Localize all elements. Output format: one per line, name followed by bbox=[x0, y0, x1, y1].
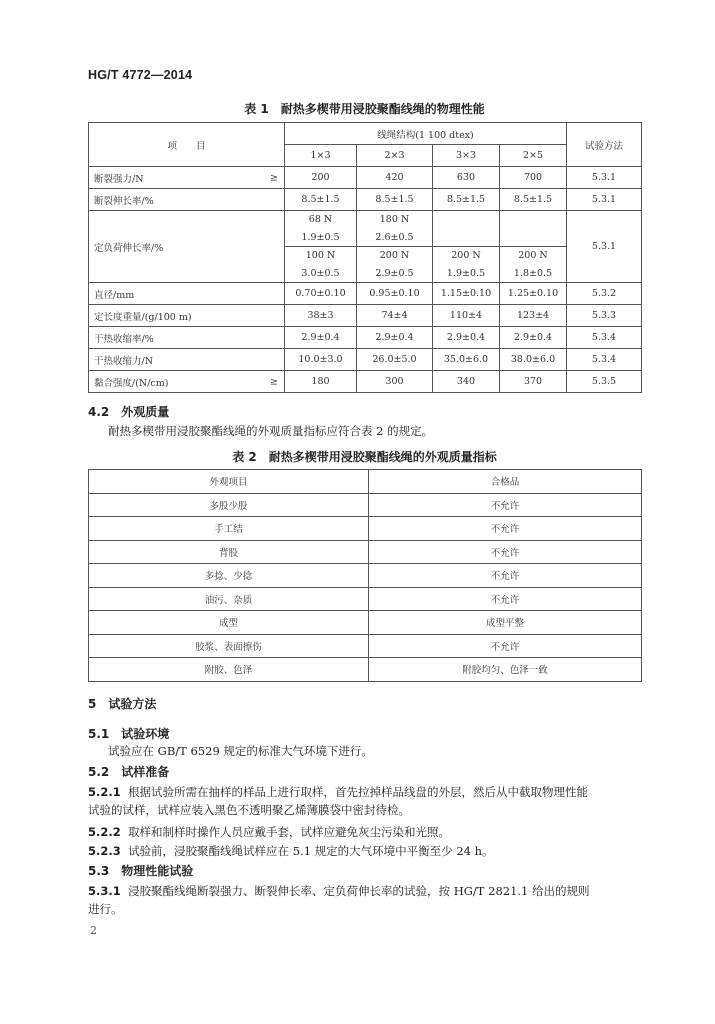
method-cell: 5.3.4 bbox=[567, 327, 642, 349]
clause-number: 5.2.3 bbox=[88, 844, 121, 858]
col-header-method: 试验方法 bbox=[567, 123, 642, 167]
cell: 180 bbox=[285, 371, 357, 393]
cell: 8.5±1.5 bbox=[433, 189, 500, 211]
section-5-2-title: 5.2 试样准备 bbox=[88, 765, 170, 779]
row-label: 干热收缩率/% bbox=[89, 327, 285, 349]
row-label: 断裂强力/N bbox=[94, 173, 144, 185]
clause-text: 取样和制样时操作人员应戴手套，试样应避免灰尘污染和光照。 bbox=[128, 825, 451, 839]
cell: 成型平整 bbox=[369, 611, 642, 635]
table-row bbox=[89, 634, 642, 658]
cell: 38.0±6.0 bbox=[500, 349, 567, 371]
gte-symbol: ≥ bbox=[270, 172, 278, 183]
table-row bbox=[89, 611, 642, 635]
cell: 油污、杂质 bbox=[89, 587, 369, 611]
cell: 200 N bbox=[500, 247, 567, 265]
cell: 68 N bbox=[285, 211, 357, 229]
section-5-2-3 bbox=[88, 842, 648, 860]
cell: 多捻、少捻 bbox=[89, 564, 369, 588]
cell: 420 bbox=[357, 167, 433, 189]
col-header-item: 项 目 bbox=[89, 123, 285, 167]
col-header-grade: 合格品 bbox=[369, 470, 642, 494]
cell: 38±3 bbox=[285, 305, 357, 327]
cell: 胶浆、表面擦伤 bbox=[89, 634, 369, 658]
cell: 35.0±6.0 bbox=[433, 349, 500, 371]
cell: 200 N bbox=[433, 247, 500, 265]
section-5-3-1 bbox=[88, 882, 648, 918]
cell bbox=[433, 211, 500, 247]
cell: 1.8±0.5 bbox=[500, 265, 567, 283]
table-row bbox=[89, 371, 642, 393]
method-cell: 5.3.1 bbox=[567, 189, 642, 211]
cell: 8.5±1.5 bbox=[357, 189, 433, 211]
section-5-2-1 bbox=[88, 783, 648, 819]
section-5-2-2 bbox=[88, 823, 648, 841]
physical-properties-table bbox=[88, 122, 642, 393]
row-label: 定长度重量/(g/100 m) bbox=[89, 305, 285, 327]
table-row bbox=[89, 540, 642, 564]
cell: 26.0±5.0 bbox=[357, 349, 433, 371]
table-row bbox=[89, 517, 642, 541]
cell: 200 N bbox=[357, 247, 433, 265]
method-cell: 5.3.1 bbox=[567, 211, 642, 283]
cell: 123±4 bbox=[500, 305, 567, 327]
cell: 370 bbox=[500, 371, 567, 393]
cell: 10.0±3.0 bbox=[285, 349, 357, 371]
table-row bbox=[89, 587, 642, 611]
table-row bbox=[89, 189, 642, 211]
cell: 180 N bbox=[357, 211, 433, 229]
section-4-2-title: 4.2 外观质量 bbox=[88, 405, 170, 419]
cell: 2.9±0.5 bbox=[357, 265, 433, 283]
section-4-2-text: 耐热多楔带用浸胶聚酯线绳的外观质量指标应符合表 2 的规定。 bbox=[108, 424, 434, 438]
cell: 8.5±1.5 bbox=[285, 189, 357, 211]
col-header-structure: 线绳结构(1 100 dtex) bbox=[285, 123, 567, 145]
cell: 100 N bbox=[285, 247, 357, 265]
cell: 630 bbox=[433, 167, 500, 189]
cell: 2.9±0.4 bbox=[357, 327, 433, 349]
cell: 0.70±0.10 bbox=[285, 283, 357, 305]
cell: 2.9±0.4 bbox=[500, 327, 567, 349]
cell: 200 bbox=[285, 167, 357, 189]
clause-number: 5.3.1 bbox=[88, 884, 121, 898]
cell: 8.5±1.5 bbox=[500, 189, 567, 211]
cell: 0.95±0.10 bbox=[357, 283, 433, 305]
table1-caption: 表 1 耐热多楔带用浸胶聚酯线绳的物理性能 bbox=[244, 102, 485, 116]
cell: 300 bbox=[357, 371, 433, 393]
cell: 手工结 bbox=[89, 517, 369, 541]
clause-number: 5.2.2 bbox=[88, 825, 121, 839]
cell: 1.9±0.5 bbox=[285, 229, 357, 247]
cell: 2.6±0.5 bbox=[357, 229, 433, 247]
cell: 多股少股 bbox=[89, 493, 369, 517]
cell: 不允许 bbox=[369, 517, 642, 541]
table-row bbox=[89, 658, 642, 682]
cell: 1.15±0.10 bbox=[433, 283, 500, 305]
col-header-item: 外观项目 bbox=[89, 470, 369, 494]
cell: 2.9±0.4 bbox=[433, 327, 500, 349]
row-label: 定负荷伸长率/% bbox=[89, 211, 285, 283]
cell: 不允许 bbox=[369, 587, 642, 611]
cell: 不允许 bbox=[369, 634, 642, 658]
cell: 74±4 bbox=[357, 305, 433, 327]
page-number: 2 bbox=[90, 924, 97, 937]
standard-number: HG/T 4772—2014 bbox=[88, 68, 193, 82]
section-5-1-text: 试验应在 GB/T 6529 规定的标准大气环境下进行。 bbox=[108, 744, 373, 758]
cell bbox=[500, 211, 567, 247]
gte-symbol: ≥ bbox=[270, 376, 278, 387]
table-header-row bbox=[89, 470, 642, 494]
table-row bbox=[89, 211, 642, 229]
clause-number: 5.2.1 bbox=[88, 785, 121, 799]
table-row bbox=[89, 167, 642, 189]
clause-text-cont: 进行。 bbox=[88, 902, 123, 916]
table2-caption: 表 2 耐热多楔带用浸胶聚酯线绳的外观质量指标 bbox=[232, 450, 497, 464]
cell: 背股 bbox=[89, 540, 369, 564]
section-5-title: 5 试验方法 bbox=[88, 697, 157, 711]
method-cell: 5.3.4 bbox=[567, 349, 642, 371]
table-row bbox=[89, 349, 642, 371]
row-label: 干热收缩力/N bbox=[89, 349, 285, 371]
method-cell: 5.3.2 bbox=[567, 283, 642, 305]
cell: 附胶均匀、色泽一致 bbox=[369, 658, 642, 682]
structure-1x3: 1×3 bbox=[285, 145, 357, 167]
clause-text-cont: 试验的试样，试样应装入黑色不透明聚乙烯薄膜袋中密封待检。 bbox=[88, 803, 410, 817]
appearance-quality-table bbox=[88, 469, 642, 682]
cell: 附胶、色泽 bbox=[89, 658, 369, 682]
cell: 2.9±0.4 bbox=[285, 327, 357, 349]
cell: 不允许 bbox=[369, 540, 642, 564]
table-row bbox=[89, 327, 642, 349]
table-row bbox=[89, 305, 642, 327]
cell: 1.25±0.10 bbox=[500, 283, 567, 305]
clause-text: 浸胶聚酯线绳断裂强力、断裂伸长率、定负荷伸长率的试验，按 HG/T 2821.1 给出的规则 bbox=[128, 884, 590, 898]
cell: 不允许 bbox=[369, 493, 642, 517]
row-label: 黏合强度/(N/cm) bbox=[94, 377, 169, 389]
method-cell: 5.3.3 bbox=[567, 305, 642, 327]
cell: 340 bbox=[433, 371, 500, 393]
structure-2x5: 2×5 bbox=[500, 145, 567, 167]
method-cell: 5.3.5 bbox=[567, 371, 642, 393]
table-row bbox=[89, 493, 642, 517]
clause-text: 根据试验所需在抽样的样品上进行取样，首先拉掉样品线盘的外层，然后从中截取物理性能 bbox=[128, 785, 589, 799]
cell: 成型 bbox=[89, 611, 369, 635]
cell: 110±4 bbox=[433, 305, 500, 327]
clause-text: 试验前，浸胶聚酯线绳试样应在 5.1 规定的大气环境中平衡至少 24 h。 bbox=[128, 844, 494, 858]
section-5-1-title: 5.1 试验环境 bbox=[88, 727, 170, 741]
cell: 不允许 bbox=[369, 564, 642, 588]
table-row bbox=[89, 283, 642, 305]
row-label: 直径/mm bbox=[89, 283, 285, 305]
method-cell: 5.3.1 bbox=[567, 167, 642, 189]
section-5-3-title: 5.3 物理性能试验 bbox=[88, 864, 194, 878]
structure-2x3: 2×3 bbox=[357, 145, 433, 167]
cell: 1.9±0.5 bbox=[433, 265, 500, 283]
row-label: 断裂伸长率/% bbox=[89, 189, 285, 211]
cell: 700 bbox=[500, 167, 567, 189]
structure-3x3: 3×3 bbox=[433, 145, 500, 167]
table-row bbox=[89, 564, 642, 588]
cell: 3.0±0.5 bbox=[285, 265, 357, 283]
